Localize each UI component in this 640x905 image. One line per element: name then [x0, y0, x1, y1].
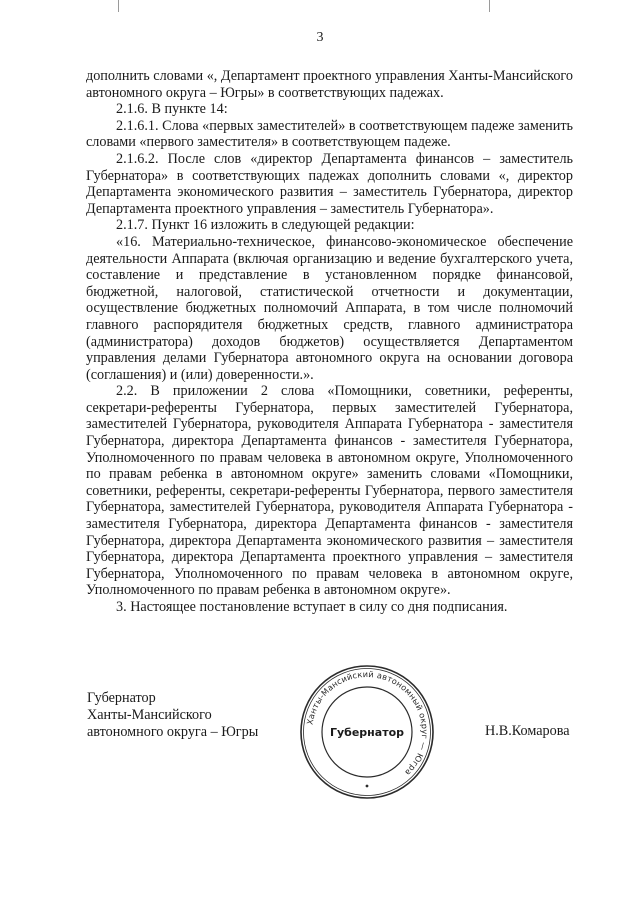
paragraph: «16. Материально-техническое, финансово-экономическое обеспечение деятельности Аппарата (включая организацию и ведение бухгалтерского учета, составление и представление в установленном порядке финансовой, бюджетной, налоговой, статистической отчетности и документации, осуществление бюджетных полномочий Аппарата, в том числе полномочий главного распорядителя бюджетных средств, главного администратора (администратора) доходов бюджетов) осуществляется Департаментом управления делами Губернатора автономного округа на основании договора (соглашения) и (или) доверенности.».: [86, 233, 573, 383]
signatory-title: [87, 690, 258, 741]
paragraph: 2.1.6. В пункте 14:: [116, 101, 228, 118]
paragraph: 3. Настоящее постановление вступает в силу со дня подписания.: [116, 599, 508, 615]
signatory-title-line: автономного округа – Югры: [87, 724, 259, 740]
seal-ring-text: Ханты-Мансийский автономный округ — Югра: [304, 668, 431, 778]
official-seal-stamp: [298, 657, 436, 807]
seal-center-text: Губернатор: [329, 726, 405, 739]
signatory-title-line: Губернатор: [87, 690, 156, 706]
signatory-name: Н.В.Комарова: [485, 723, 570, 739]
scan-mark-right: [489, 0, 490, 12]
paragraph: 2.1.6.1. Слова «первых заместителей» в соответствующем падеже заменить словами «первого заместителя» в соответствующем падеже.: [86, 117, 573, 151]
paragraph: 2.2. В приложении 2 слова «Помощники, советники, референты, секретари-референты Губернатора, первых заместителей Губернатора, заместителей Губернатора, руководителя Аппарата Губернатора - заместителя Губернатора, директора Департамента финансов - заместителя Губернатора, Уполномоченного по правам человека в автономном округе, Уполномоченного по правам ребенка в автономном округе» заменить словами «Помощники, советники, референты, секретари-референты Губернатора, первого заместителя Губернатора, заместителей Губернатора, руководителя Аппарата Губернатора - заместителя Губернатора, директора Департамента финансов - заместителя Губернатора, директора Департамента экономического развития – заместителя Губернатора, директора Департамента проектного управления – заместителя Губернатора, Уполномоченного по правам человека в автономном округе, Уполномоченного по правам ребенка в автономном округе».: [86, 383, 573, 599]
document-body: [86, 68, 573, 616]
signatory-title-line: Ханты-Мансийского: [87, 707, 212, 723]
scan-mark-left: [118, 0, 119, 12]
paragraph: дополнить словами «, Департамент проектного управления Ханты-Мансийского автономного округа – Югры» в соответствующих падежах.: [86, 68, 573, 101]
paragraph: 2.1.6.2. После слов «директор Департамента финансов – заместитель Губернатора» в соответствующих падежах дополнить словами «, директор Департамента экономического развития – заместитель Губернатора, директор Департамента проектного управления – заместитель Губернатора».: [86, 150, 573, 217]
paragraph: 2.1.7. Пункт 16 изложить в следующей редакции:: [116, 217, 415, 234]
page-number: 3: [316, 30, 324, 45]
